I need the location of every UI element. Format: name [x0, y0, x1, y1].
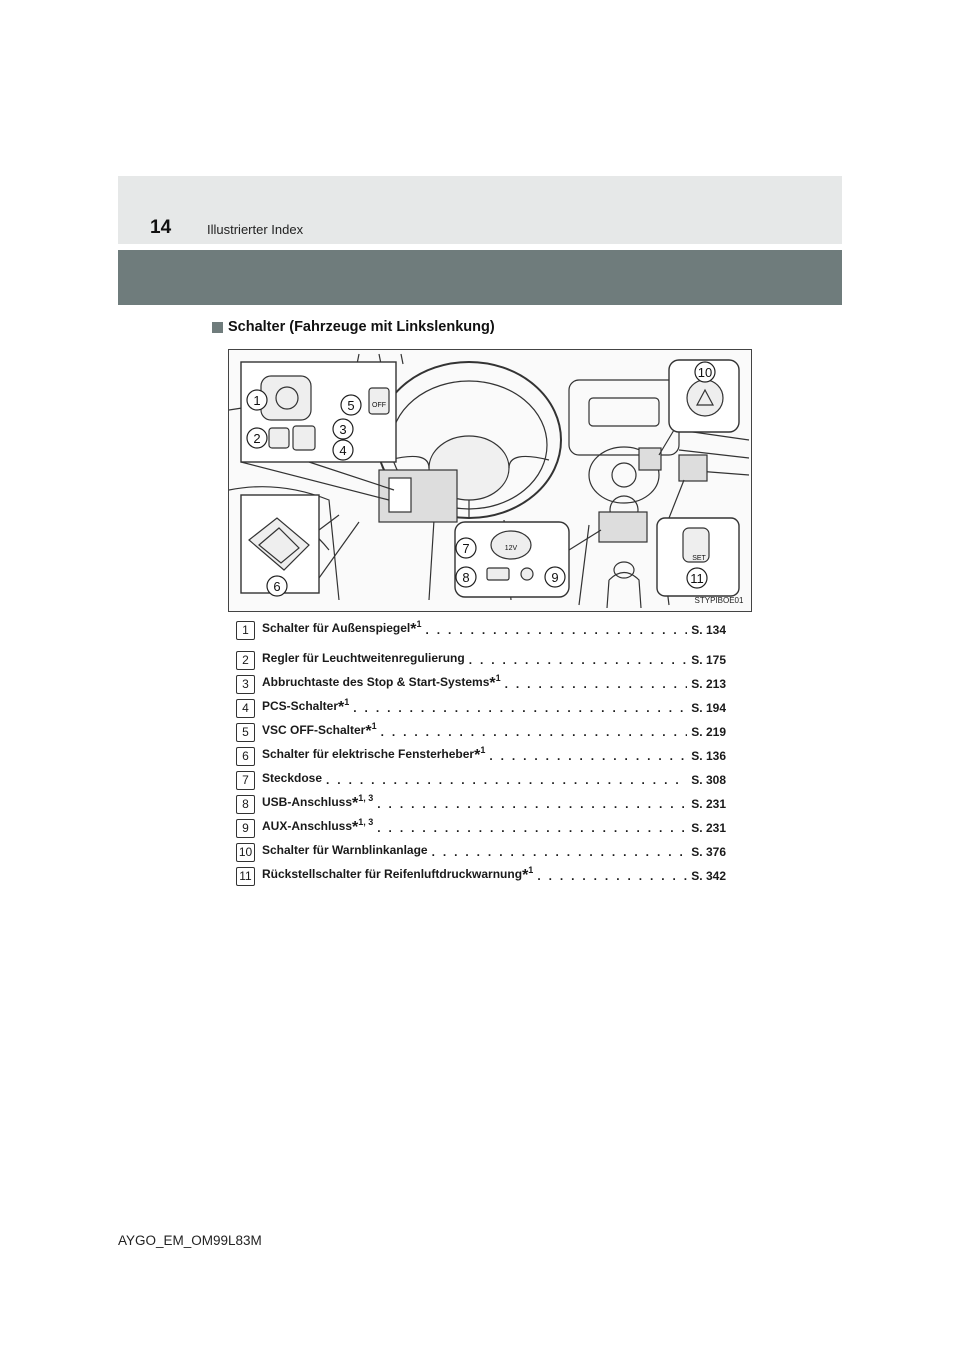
item-label: USB-Anschluss*$^{1, 3}$: [262, 793, 374, 812]
heading-square-icon: [212, 322, 223, 333]
page-ref[interactable]: S. 194: [691, 701, 726, 715]
list-item: [236, 818, 726, 838]
callout-8: [456, 567, 476, 587]
page-ref[interactable]: S. 376: [691, 845, 726, 859]
item-label: Schalter für Warnblinkanlage: [262, 843, 428, 857]
item-label: PCS-Schalter*$^1$: [262, 697, 350, 716]
list-item: [236, 866, 726, 886]
page-ref[interactable]: S. 231: [691, 821, 726, 835]
list-item: [236, 842, 726, 862]
svg-text:4: 4: [339, 443, 347, 458]
image-code: STYPIBOE01: [694, 596, 744, 605]
item-number: 8: [236, 795, 255, 814]
callout-10: [695, 362, 715, 382]
list-item: [236, 770, 726, 790]
callout-11: [687, 568, 707, 588]
list-item: [236, 674, 726, 694]
leader-dots: [353, 701, 687, 715]
leader-dots: [377, 797, 687, 811]
page-ref[interactable]: S. 308: [691, 773, 726, 787]
svg-text:5: 5: [347, 398, 355, 413]
callout-6: [267, 576, 287, 596]
item-number: 10: [236, 843, 255, 862]
svg-text:6: 6: [273, 579, 281, 594]
page-ref[interactable]: S. 231: [691, 797, 726, 811]
page-ref[interactable]: S. 213: [691, 677, 726, 691]
leader-dots: [426, 623, 688, 637]
set-label: SET: [692, 555, 706, 562]
leader-dots: [505, 677, 688, 691]
svg-text:11: 11: [690, 571, 704, 586]
section-heading: [212, 319, 495, 335]
list-item: [236, 698, 726, 718]
item-number: 2: [236, 651, 255, 670]
item-number: 1: [236, 621, 255, 640]
svg-text:2: 2: [253, 431, 261, 446]
item-number: 7: [236, 771, 255, 790]
item-number: 9: [236, 819, 255, 838]
leader-dots: [537, 869, 687, 883]
page-ref[interactable]: S. 136: [691, 749, 726, 763]
callout-4: [333, 440, 353, 460]
list-item: [236, 794, 726, 814]
svg-text:3: 3: [339, 422, 347, 437]
callout-9: [545, 567, 565, 587]
section-heading-text: Schalter (Fahrzeuge mit Linkslenkung): [228, 319, 495, 335]
socket-label: 12V: [504, 545, 518, 552]
footer-code: AYGO_EM_OM99L83M: [118, 1233, 262, 1248]
svg-text:1: 1: [253, 393, 261, 408]
item-number: 5: [236, 723, 255, 742]
section-title: Illustrierter Index: [207, 222, 304, 237]
callout-7: [456, 538, 476, 558]
leader-dots: [432, 845, 688, 859]
item-number: 6: [236, 747, 255, 766]
page-ref[interactable]: S. 175: [691, 653, 726, 667]
item-label: Steckdose: [262, 771, 323, 785]
item-label: Schalter für Außenspiegel*$^1$: [262, 619, 422, 638]
leader-dots: [381, 725, 688, 739]
callout-1: [247, 390, 267, 410]
svg-text:7: 7: [462, 541, 470, 556]
callout-3: [333, 419, 353, 439]
list-item: [236, 722, 726, 742]
page-ref[interactable]: S. 342: [691, 869, 726, 883]
leader-dots: [326, 773, 687, 787]
item-number: 3: [236, 675, 255, 694]
off-label: OFF: [372, 402, 386, 409]
item-label: AUX-Anschluss*$^{1, 3}$: [262, 817, 374, 836]
leader-dots: [377, 821, 687, 835]
item-label: Schalter für elektrische Fensterheber*$^1$: [262, 745, 486, 764]
item-number: 11: [236, 867, 255, 886]
dashboard-illustration: [228, 349, 752, 612]
item-label: VSC OFF-Schalter*$^1$: [262, 721, 377, 740]
leader-dots: [489, 749, 687, 763]
svg-text:10: 10: [697, 365, 713, 380]
callout-5: [341, 395, 361, 415]
list-item: [236, 650, 726, 670]
header-bar: [118, 250, 842, 305]
callout-2: [247, 428, 267, 448]
item-label: Rückstellschalter für Reifenluftdruckwarnung*$^1$: [262, 865, 534, 884]
page-ref[interactable]: S. 134: [691, 623, 726, 637]
page-ref[interactable]: S. 219: [691, 725, 726, 739]
svg-text:8: 8: [462, 570, 470, 585]
list-item: [236, 746, 726, 766]
item-label: Regler für Leuchtweitenregulierung: [262, 651, 465, 665]
list-item: [236, 620, 726, 640]
item-label: Abbruchtaste des Stop & Start-Systems*$^1$: [262, 673, 501, 692]
page-number: 14: [150, 217, 172, 238]
leader-dots: [469, 653, 688, 667]
svg-text:9: 9: [551, 570, 559, 585]
item-number: 4: [236, 699, 255, 718]
